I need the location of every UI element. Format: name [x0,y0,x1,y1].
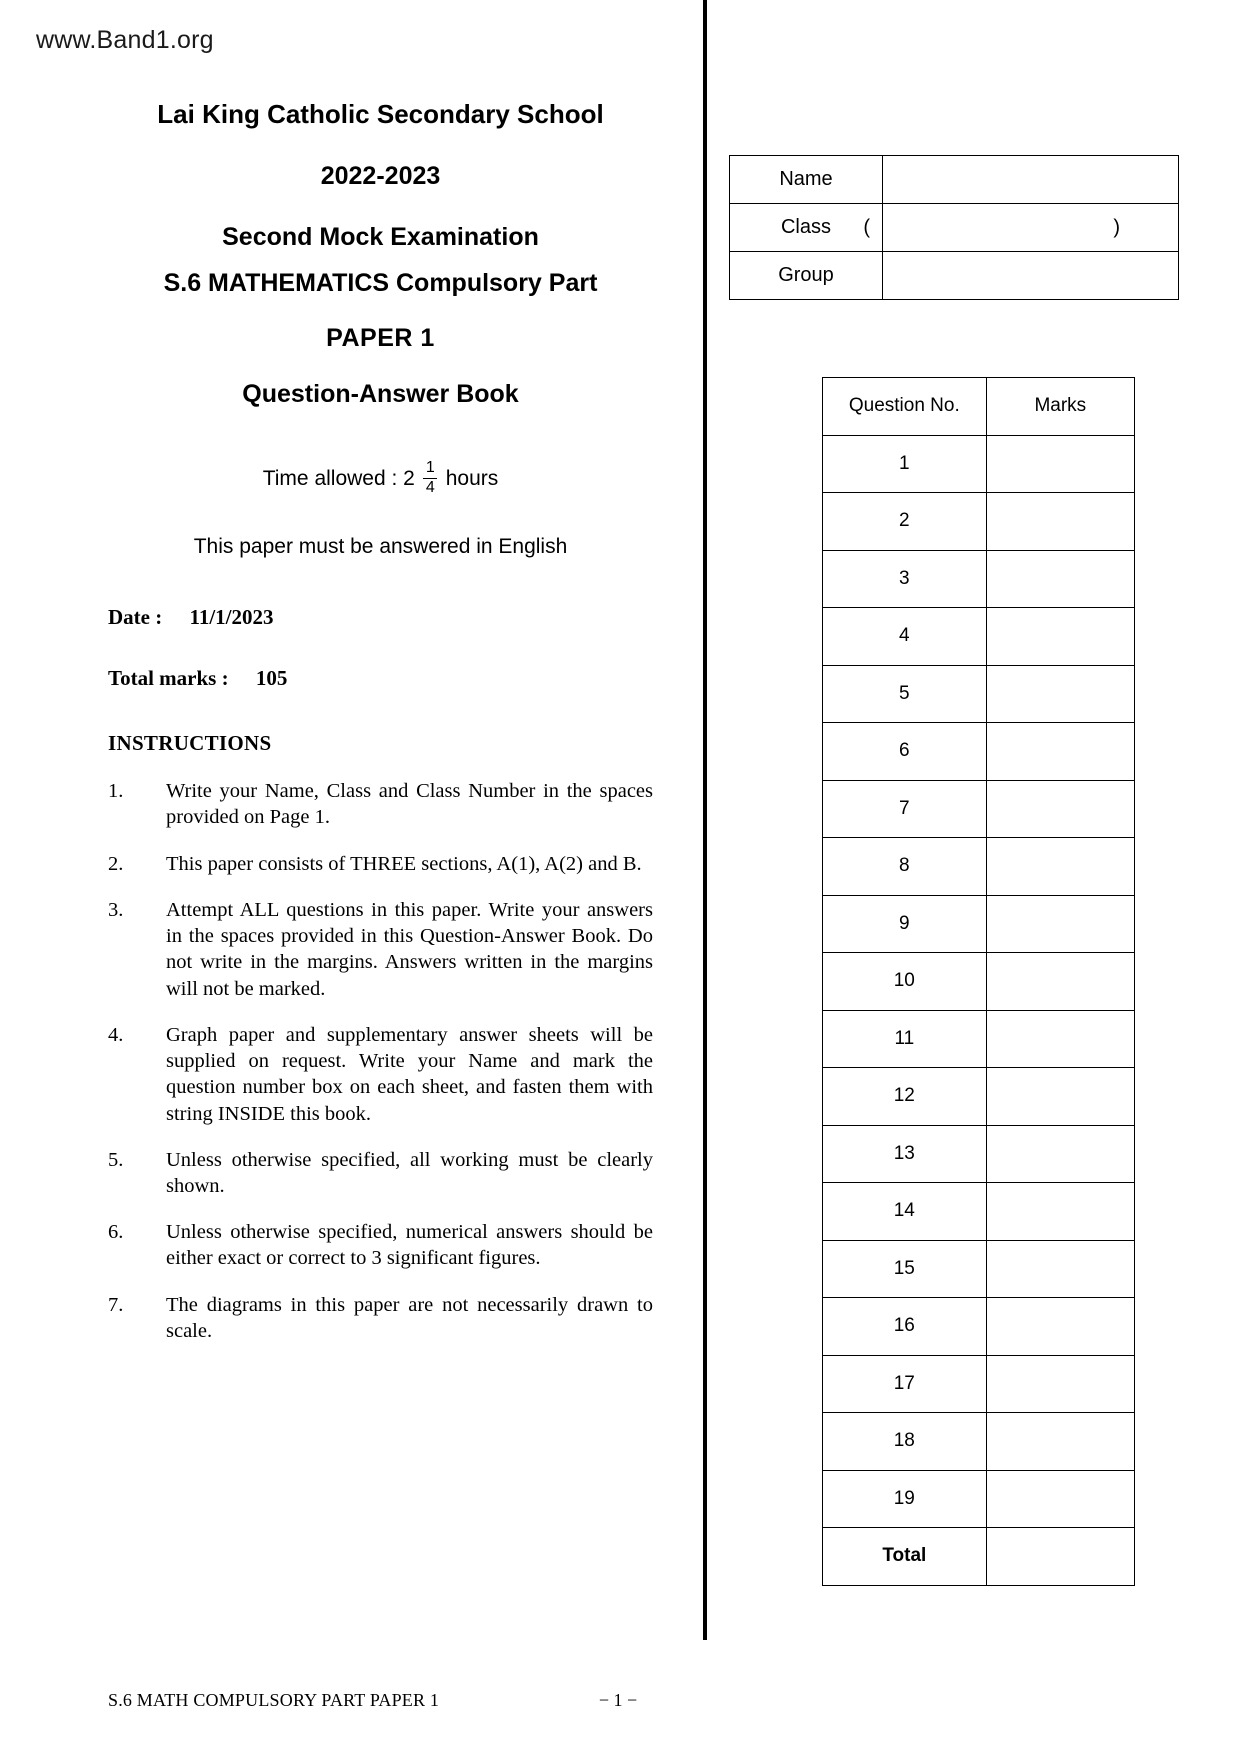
table-row [823,1298,1135,1356]
fraction-numerator: 1 [425,459,435,477]
marks-header: Marks [986,378,1134,436]
marks-cell[interactable] [986,838,1134,896]
table-row [823,895,1135,953]
instruction-text: Graph paper and supplementary answer sheets will be supplied on request. Write your Name and mark the question number box on each sheet, and fasten them with string INSIDE this book. [166,1023,653,1125]
table-row [823,1355,1135,1413]
question-number: 1 [823,435,987,493]
marks-cell[interactable] [986,1413,1134,1471]
instruction-text: Attempt ALL questions in this paper. Write your answers in the spaces provided in this Question-Answer Book. Do not write in the margins. Answers written in the margins will not be marked. [166,898,653,1000]
instruction-number: 1. [108,780,124,803]
table-row [823,1183,1135,1241]
footer-paper-title: S.6 MATH COMPULSORY PART PAPER 1 [108,1690,440,1710]
table-row [823,1010,1135,1068]
instruction-number: 7. [108,1293,124,1316]
marks-cell[interactable] [986,1010,1134,1068]
book-type: Question-Answer Book [242,379,519,408]
question-number: 19 [823,1470,987,1528]
question-number: 14 [823,1183,987,1241]
table-row [823,550,1135,608]
date-value: 11/1/2023 [189,605,274,630]
candidate-info-table [729,155,1179,300]
page-number: − 1 − [598,1690,638,1710]
question-number: 7 [823,780,987,838]
instruction-item [108,1292,653,1344]
school-name: Lai King Catholic Secondary School [157,99,604,129]
instructions-list [108,778,653,1344]
time-fraction [423,460,438,497]
left-column [108,100,653,1364]
marks-cell[interactable] [986,1298,1134,1356]
marks-cell[interactable] [986,493,1134,551]
table-row [823,608,1135,666]
instruction-item [108,851,653,877]
time-allowed [108,460,653,497]
table-header-row [823,378,1135,436]
fraction-denominator: 4 [425,479,435,497]
marks-cell[interactable] [986,665,1134,723]
question-number: 18 [823,1413,987,1471]
subject-name: S.6 MATHEMATICS Compulsory Part [163,268,598,297]
question-no-header: Question No. [823,378,987,436]
question-number: 3 [823,550,987,608]
table-row [823,953,1135,1011]
instruction-item [108,1147,653,1199]
table-total-row [823,1528,1135,1586]
marks-cell[interactable] [986,1125,1134,1183]
table-row [823,723,1135,781]
instruction-number: 3. [108,898,124,921]
table-row [823,435,1135,493]
total-marks-label: Total marks : [108,666,229,691]
table-row [823,493,1135,551]
question-number: 15 [823,1240,987,1298]
title-block [108,100,653,408]
instruction-item [108,897,653,1002]
name-label: Name [730,156,883,204]
question-number: 6 [823,723,987,781]
table-row [823,1470,1135,1528]
instructions-heading: INSTRUCTIONS [108,731,272,756]
instruction-number: 4. [108,1023,124,1046]
instruction-text: This paper consists of THREE sections, A(1), A(2) and B. [166,852,642,875]
class-input-cell[interactable] [863,204,1179,252]
marks-cell[interactable] [986,1470,1134,1528]
question-number: 4 [823,608,987,666]
total-marks-cell[interactable] [986,1528,1134,1586]
table-row [823,665,1135,723]
question-number: 16 [823,1298,987,1356]
class-label: Class [730,204,883,252]
instruction-item [108,778,653,830]
language-note: This paper must be answered in English [193,535,568,559]
instruction-number: 5. [108,1148,124,1171]
question-number: 13 [823,1125,987,1183]
table-row [823,780,1135,838]
marks-cell[interactable] [986,550,1134,608]
instruction-number: 2. [108,852,124,875]
question-number: 2 [823,493,987,551]
total-label: Total [823,1528,987,1586]
marks-cell[interactable] [986,895,1134,953]
name-input-cell[interactable] [883,156,1179,204]
marks-cell[interactable] [986,1240,1134,1298]
question-number: 10 [823,953,987,1011]
table-row [730,156,1179,204]
instruction-item [108,1219,653,1271]
exam-name: Second Mock Examination [222,223,539,252]
marks-cell[interactable] [986,1355,1134,1413]
instruction-text: The diagrams in this paper are not necessarily drawn to scale. [166,1293,653,1342]
group-input-cell[interactable] [883,252,1179,300]
marks-cell[interactable] [986,1068,1134,1126]
table-row [823,1125,1135,1183]
question-number: 17 [823,1355,987,1413]
paper-number: PAPER 1 [326,324,435,353]
instruction-number: 6. [108,1221,124,1244]
table-row [823,1068,1135,1126]
total-marks-value: 105 [255,666,288,691]
table-row [823,1413,1135,1471]
question-number: 5 [823,665,987,723]
marks-cell[interactable] [986,1183,1134,1241]
marks-cell[interactable] [986,780,1134,838]
marks-cell[interactable] [986,723,1134,781]
instruction-text: Unless otherwise specified, numerical answers should be either exact or correct to 3 significant figures. [166,1221,653,1270]
date-label: Date : [108,605,163,630]
instruction-text: Unless otherwise specified, all working must be clearly shown. [166,1148,653,1197]
total-marks-line [108,666,653,691]
table-row [823,1240,1135,1298]
time-allowed-suffix: hours [445,466,499,490]
instruction-item [108,1022,653,1127]
table-row [823,838,1135,896]
instruction-text: Write your Name, Class and Class Number in the spaces provided on Page 1. [166,780,653,829]
table-row [730,252,1179,300]
question-number: 12 [823,1068,987,1126]
table-row [730,204,1179,252]
group-label: Group [730,252,883,300]
site-url-watermark: www.Band1.org [36,26,214,54]
marks-cell[interactable] [986,608,1134,666]
date-line [108,605,653,630]
marks-table [822,377,1135,1586]
question-number: 11 [823,1010,987,1068]
question-number: 8 [823,838,987,896]
marks-cell[interactable] [986,953,1134,1011]
marks-cell[interactable] [986,435,1134,493]
time-allowed-prefix: Time allowed : 2 [262,466,415,490]
vertical-divider [703,0,707,1640]
class-number-parenthesis: ( ) [863,216,1150,238]
academic-year: 2022-2023 [320,161,441,190]
question-number: 9 [823,895,987,953]
